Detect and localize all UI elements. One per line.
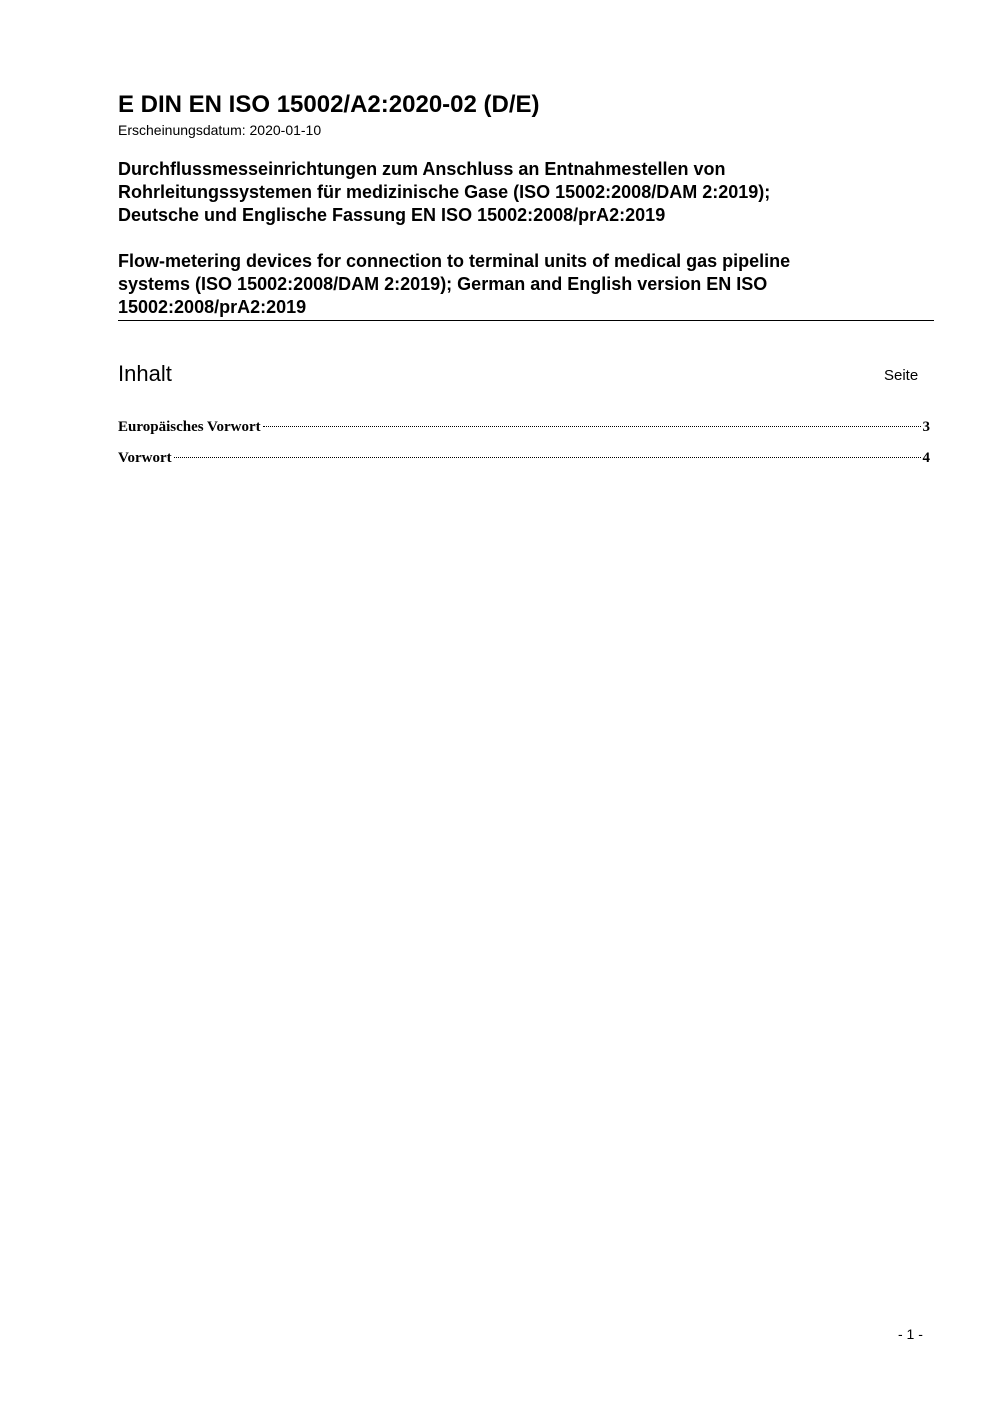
release-date: Erscheinungsdatum: 2020-01-10 xyxy=(118,122,322,138)
german-title-line: Durchflussmesseinrichtungen zum Anschluss an Entnahmestellen von xyxy=(118,159,726,179)
english-title xyxy=(118,250,918,319)
toc-entry-europaeisches-vorwort[interactable] xyxy=(118,416,930,447)
toc-entry-title: Vorwort xyxy=(118,450,172,466)
toc-dot-leader xyxy=(263,426,921,427)
toc-heading: Inhalt xyxy=(118,361,172,386)
english-title-line: Flow-metering devices for connection to terminal units of medical gas pipeline xyxy=(118,251,791,271)
table-of-contents xyxy=(118,416,930,478)
german-title xyxy=(118,158,918,227)
toc-entry-page: 3 xyxy=(922,419,930,435)
toc-entry-page: 4 xyxy=(922,450,930,466)
english-title-line: systems (ISO 15002:2008/DAM 2:2019); German and English version EN ISO xyxy=(118,274,768,294)
document-id: E DIN EN ISO 15002/A2:2020-02 (D/E) xyxy=(118,91,540,118)
toc-page-label: Seite xyxy=(884,367,919,384)
page-number: - 1 - xyxy=(898,1326,923,1342)
toc-entry-vorwort[interactable] xyxy=(118,447,930,478)
toc-dot-leader xyxy=(174,457,921,458)
english-title-line: 15002:2008/prA2:2019 xyxy=(118,297,307,317)
title-divider xyxy=(118,320,934,321)
german-title-line: Deutsche und Englische Fassung EN ISO 15002:2008/prA2:2019 xyxy=(118,205,666,225)
german-title-line: Rohrleitungssystemen für medizinische Gase (ISO 15002:2008/DAM 2:2019); xyxy=(118,182,771,202)
toc-entry-title: Europäisches Vorwort xyxy=(118,419,261,435)
